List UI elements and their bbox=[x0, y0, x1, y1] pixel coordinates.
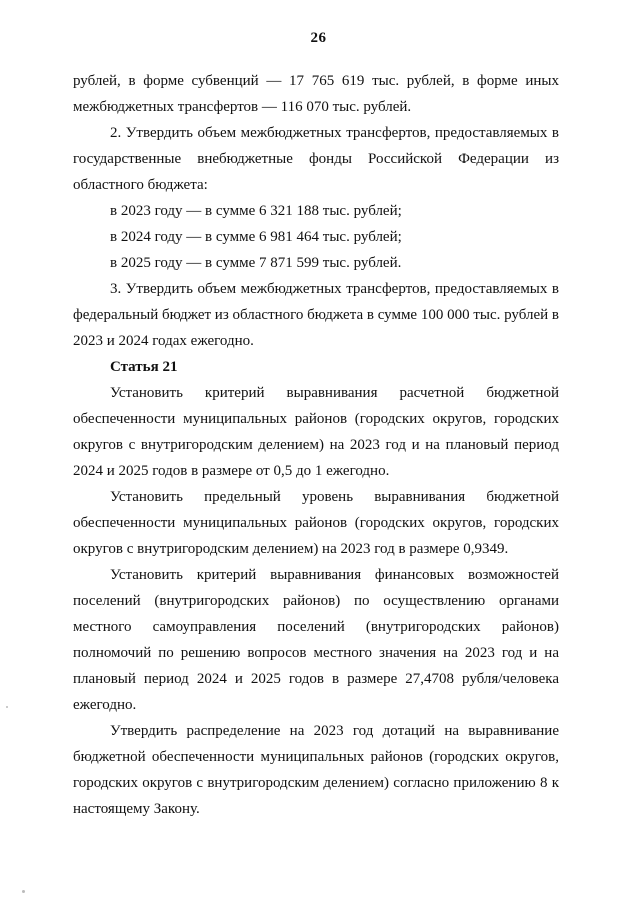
scan-speck bbox=[22, 890, 25, 893]
page-number: 26 bbox=[310, 30, 327, 46]
article-paragraph-1: Установить критерий выравнивания расчетной бюджетной обеспеченности муниципальных районов (городских округов, городских округов с внутригородским делением) на 2023 год и на плановый период 2024 и 2025 годов в размере от 0,5 до 1 ежегодно. bbox=[73, 385, 559, 479]
scan-speck bbox=[6, 706, 8, 708]
amount-line-2024: в 2024 году — в сумме 6 981 464 тыс. рублей; bbox=[110, 229, 402, 245]
article-paragraph-2: Установить предельный уровень выравнивания бюджетной обеспеченности муниципальных районов (городских округов, городских округов с внутригородским делением) на 2023 год в размере 0,9349. bbox=[73, 489, 559, 557]
article-paragraph-3: Установить критерий выравнивания финансовых возможностей поселений (внутригородских районов) по осуществлению органами местного самоуправления поселений (внутригородских районов) полномочий по решению вопросов местного значения на 2023 год и на плановый период 2024 и 2025 годов в размере 27,4708 рубля/человека ежегодно. bbox=[73, 567, 559, 713]
article-paragraph-4: Утвердить распределение на 2023 год дотаций на выравнивание бюджетной обеспеченности муниципальных районов (городских округов, городских округов с внутригородским делением) согласно приложению 8 к настоящему Закону. bbox=[73, 723, 559, 817]
amount-line-2023: в 2023 году — в сумме 6 321 188 тыс. рублей; bbox=[110, 203, 402, 219]
amount-line-2025: в 2025 году — в сумме 7 871 599 тыс. рублей. bbox=[110, 255, 402, 271]
paragraph-continuation: рублей, в форме субвенций — 17 765 619 тыс. рублей, в форме иных межбюджетных трансфертов — 116 070 тыс. рублей. bbox=[73, 73, 559, 115]
paragraph-2: 2. Утвердить объем межбюджетных трансфертов, предоставляемых в государственные внебюджетные фонды Российской Федерации из областного бюджета: bbox=[73, 125, 559, 193]
paragraph-3: 3. Утвердить объем межбюджетных трансфертов, предоставляемых в федеральный бюджет из областного бюджета в сумме 100 000 тыс. рублей в 2023 и 2024 годах ежегодно. bbox=[73, 281, 559, 349]
body-text bbox=[73, 68, 559, 822]
article-heading: Статья 21 bbox=[110, 359, 178, 375]
